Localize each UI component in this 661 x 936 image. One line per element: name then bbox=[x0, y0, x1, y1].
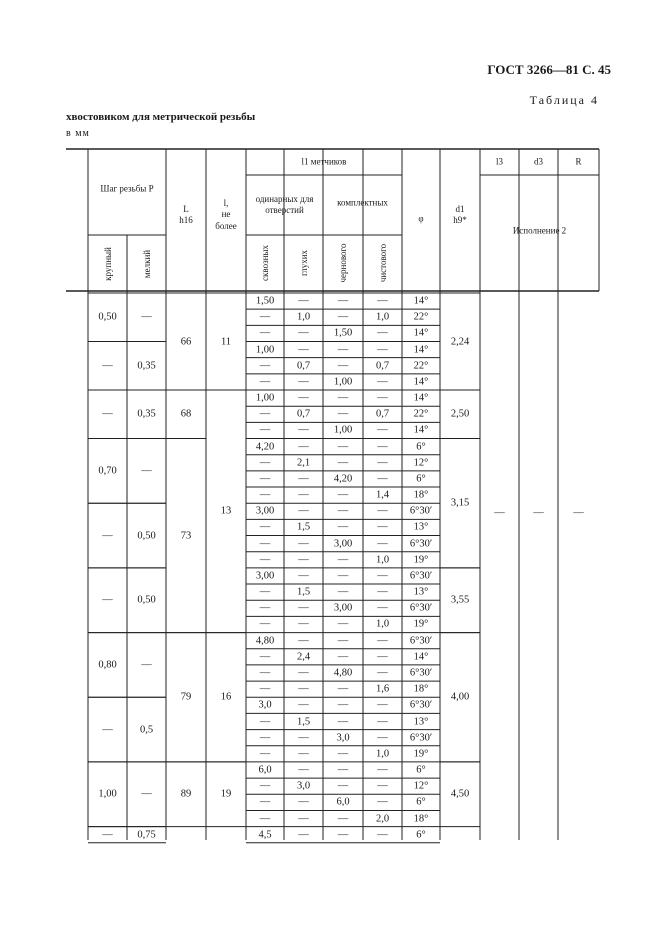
d1-value-4: 4,00 bbox=[450, 691, 470, 703]
cell-r20-c0: — bbox=[259, 618, 271, 630]
cell-r26-c4: 13° bbox=[413, 716, 429, 727]
cell-r27-c1: — bbox=[298, 732, 309, 744]
cell-r33-c1: — bbox=[298, 829, 309, 841]
cell-r25-c4: 6°30′ bbox=[409, 699, 433, 711]
cell-r3-c2: — bbox=[337, 344, 349, 356]
cell-r0-c3: — bbox=[377, 295, 388, 307]
cell-r31-c2: 6,0 bbox=[336, 796, 350, 808]
cell-r18-c4: 13° bbox=[413, 586, 429, 598]
cell-r19-c2: 3,00 bbox=[333, 602, 353, 614]
cell-r25-c1: — bbox=[298, 699, 309, 711]
cell-r26-c3: — bbox=[377, 716, 388, 727]
cell-r18-c2: — bbox=[337, 586, 349, 598]
cell-r19-c1: — bbox=[298, 602, 309, 614]
cell-r33-c0: 4,5 bbox=[258, 829, 272, 841]
cell-r16-c2: — bbox=[337, 554, 349, 566]
cell-r0-c1: — bbox=[298, 295, 309, 307]
header-phi: φ bbox=[418, 213, 424, 224]
cell-r8-c4: 14° bbox=[413, 424, 429, 436]
cell-r19-c0: — bbox=[259, 602, 271, 614]
cell-r11-c0: — bbox=[259, 473, 271, 485]
cell-r14-c1: 1,5 bbox=[296, 521, 311, 533]
cell-r18-c3: — bbox=[377, 586, 388, 598]
cell-r28-c2: — bbox=[337, 748, 349, 760]
cell-r7-c0: — bbox=[259, 408, 271, 420]
cell-r10-c2: — bbox=[337, 457, 349, 469]
cell-r8-c0: — bbox=[259, 424, 271, 436]
cell-r24-c0: — bbox=[259, 683, 271, 695]
cell-r32-c2: — bbox=[337, 813, 349, 825]
cell-r10-c1: 2,1 bbox=[296, 457, 311, 469]
header-single: одинарных для отверстий bbox=[255, 193, 314, 215]
coarse-pitch-0: 0,50 bbox=[98, 311, 117, 323]
cell-r12-c4: 18° bbox=[413, 489, 429, 501]
fine-pitch-7: 0,5 bbox=[139, 724, 154, 736]
cell-r30-c3: — bbox=[377, 780, 388, 792]
header-through: сквозных bbox=[260, 245, 270, 281]
cell-r5-c1: — bbox=[298, 376, 309, 388]
cell-r4-c4: 22° bbox=[413, 360, 429, 372]
cell-r17-c0: 3,00 bbox=[255, 570, 275, 582]
fine-pitch-4: 0,50 bbox=[137, 530, 156, 542]
cell-r13-c1: — bbox=[298, 505, 309, 517]
d1-value-2: 3,15 bbox=[450, 497, 470, 509]
cell-r20-c2: — bbox=[337, 618, 349, 630]
fine-pitch-1: 0,35 bbox=[137, 360, 156, 372]
cell-r1-c3: 1,0 bbox=[375, 311, 390, 323]
cell-r11-c1: — bbox=[298, 473, 309, 485]
cell-r32-c0: — bbox=[259, 813, 271, 825]
header-R: R bbox=[575, 156, 582, 167]
cell-r1-c1: 1,0 bbox=[296, 311, 311, 323]
cell-r10-c0: — bbox=[259, 457, 271, 469]
cell-r30-c1: 3,0 bbox=[296, 780, 311, 792]
cell-r15-c3: — bbox=[377, 538, 388, 550]
cell-r25-c0: 3,0 bbox=[258, 699, 272, 711]
header-l1: l1 метчиков bbox=[301, 156, 347, 167]
units-note: в мм bbox=[66, 128, 90, 139]
cell-r32-c1: — bbox=[298, 813, 309, 825]
d3-value: — bbox=[533, 507, 544, 519]
cell-r3-c1: — bbox=[298, 344, 309, 356]
cell-r21-c3: — bbox=[377, 635, 388, 647]
cell-r7-c1: 0,7 bbox=[296, 408, 311, 420]
cell-r32-c4: 18° bbox=[413, 813, 429, 825]
cell-r23-c2: 4,80 bbox=[333, 667, 353, 679]
cell-r14-c0: — bbox=[259, 521, 271, 533]
cell-r21-c0: 4,80 bbox=[255, 635, 275, 647]
header-finish: чистового bbox=[377, 243, 388, 283]
cell-r3-c3: — bbox=[377, 344, 388, 356]
cell-r28-c1: — bbox=[298, 748, 309, 760]
cell-r1-c4: 22° bbox=[413, 311, 429, 323]
cell-r12-c2: — bbox=[337, 489, 349, 501]
cell-r24-c2: — bbox=[337, 683, 349, 695]
cell-r26-c2: — bbox=[337, 716, 349, 727]
cell-r4-c0: — bbox=[259, 360, 271, 372]
cell-r16-c1: — bbox=[298, 554, 309, 566]
cell-r19-c3: — bbox=[377, 602, 388, 614]
L-value-1: 68 bbox=[180, 408, 192, 420]
cell-r18-c1: 1,5 bbox=[296, 586, 311, 598]
header-L: L h16 bbox=[179, 203, 193, 225]
coarse-pitch-4: — bbox=[102, 530, 113, 542]
coarse-pitch-2: — bbox=[102, 408, 113, 420]
cell-r27-c4: 6°30′ bbox=[409, 732, 433, 744]
cell-r22-c3: — bbox=[377, 651, 388, 663]
table-label: Таблица 4 bbox=[529, 93, 599, 107]
header-pitch: Шаг резьбы P bbox=[100, 183, 154, 194]
cell-r30-c2: — bbox=[337, 780, 349, 792]
cell-r6-c3: — bbox=[377, 392, 388, 404]
coarse-pitch-7: — bbox=[102, 724, 113, 736]
cell-r7-c2: — bbox=[337, 408, 349, 420]
cell-r6-c4: 14° bbox=[413, 392, 429, 404]
cell-r14-c2: — bbox=[337, 521, 349, 533]
cell-r24-c1: — bbox=[298, 683, 309, 695]
cell-r21-c4: 6°30′ bbox=[409, 635, 433, 647]
cell-r11-c4: 6° bbox=[416, 473, 426, 485]
cell-r5-c2: 1,00 bbox=[333, 376, 353, 388]
cell-r23-c1: — bbox=[298, 667, 309, 679]
cell-r10-c3: — bbox=[377, 457, 388, 469]
cell-r31-c4: 6° bbox=[416, 796, 426, 808]
cell-r23-c4: 6°30′ bbox=[409, 667, 433, 679]
cell-r8-c3: — bbox=[377, 424, 388, 436]
fine-pitch-9: 0,75 bbox=[137, 829, 156, 841]
cell-r12-c1: — bbox=[298, 489, 309, 501]
cell-r19-c4: 6°30′ bbox=[409, 602, 433, 614]
cell-r32-c3: 2,0 bbox=[375, 813, 390, 825]
cell-r28-c4: 19° bbox=[413, 748, 429, 760]
cell-r12-c0: — bbox=[259, 489, 271, 501]
cell-r11-c3: — bbox=[377, 473, 388, 485]
cell-r15-c4: 6°30′ bbox=[409, 538, 433, 550]
cell-r2-c1: — bbox=[298, 327, 309, 339]
cell-r29-c0: 6,0 bbox=[258, 764, 272, 776]
cell-r27-c0: — bbox=[259, 732, 271, 744]
cell-r2-c2: 1,50 bbox=[333, 327, 353, 339]
fine-pitch-6: — bbox=[141, 659, 152, 671]
cell-r28-c0: — bbox=[259, 748, 271, 760]
cell-r17-c2: — bbox=[337, 570, 349, 582]
coarse-pitch-9: — bbox=[102, 829, 113, 841]
cell-r16-c0: — bbox=[259, 554, 271, 566]
cell-r2-c0: — bbox=[259, 327, 271, 339]
fine-pitch-5: 0,50 bbox=[137, 594, 156, 606]
d1-value-5: 4,50 bbox=[450, 788, 470, 800]
cell-r29-c4: 6° bbox=[416, 764, 426, 776]
header-rough: чернового bbox=[338, 243, 348, 283]
cell-r33-c3: — bbox=[377, 829, 388, 841]
cell-r31-c1: — bbox=[298, 796, 309, 808]
coarse-pitch-6: 0,80 bbox=[98, 659, 117, 671]
cell-r21-c1: — bbox=[298, 635, 309, 647]
l3-value: — bbox=[494, 507, 505, 519]
cell-r13-c4: 6°30′ bbox=[409, 505, 433, 517]
cell-r17-c1: — bbox=[298, 570, 309, 582]
cell-r30-c0: — bbox=[259, 780, 271, 792]
L-value-2: 73 bbox=[180, 530, 192, 542]
header-l3: l3 bbox=[495, 156, 504, 167]
cell-r27-c2: 3,0 bbox=[336, 732, 350, 744]
cell-r7-c3: 0,7 bbox=[375, 408, 390, 420]
table-subtitle: хвостовиком для метрической резьбы bbox=[66, 111, 256, 123]
cell-r9-c1: — bbox=[298, 441, 309, 453]
cell-r14-c3: — bbox=[377, 521, 388, 533]
cell-r9-c4: 6° bbox=[416, 441, 426, 453]
cell-r31-c3: — bbox=[377, 796, 388, 808]
cell-r29-c1: — bbox=[298, 764, 309, 776]
cell-r8-c1: — bbox=[298, 424, 309, 436]
cell-r17-c3: — bbox=[377, 570, 388, 582]
cell-r13-c3: — bbox=[377, 505, 388, 517]
cell-r1-c2: — bbox=[337, 311, 349, 323]
page-header: ГОСТ 3266—81 С. 45 bbox=[487, 62, 611, 77]
cell-r6-c1: — bbox=[298, 392, 309, 404]
header-d3: d3 bbox=[534, 156, 543, 167]
l-value-1: 13 bbox=[220, 505, 232, 517]
cell-r24-c3: 1,6 bbox=[375, 683, 390, 695]
d1-value-3: 3,55 bbox=[450, 594, 470, 606]
cell-r14-c4: 13° bbox=[413, 521, 429, 533]
cell-r22-c4: 14° bbox=[413, 651, 429, 663]
cell-r18-c0: — bbox=[259, 586, 271, 598]
coarse-pitch-3: 0,70 bbox=[98, 465, 117, 477]
cell-r13-c0: 3,00 bbox=[255, 505, 275, 517]
header-coarse: крупный bbox=[102, 247, 113, 281]
cell-r3-c0: 1,00 bbox=[255, 344, 275, 356]
header-complete: комплектных bbox=[337, 197, 388, 208]
L-value-3: 79 bbox=[180, 691, 192, 703]
cell-r26-c1: 1,5 bbox=[296, 716, 311, 727]
cell-r23-c3: — bbox=[377, 667, 388, 679]
L-value-0: 66 bbox=[180, 336, 192, 347]
cell-r3-c4: 14° bbox=[413, 344, 429, 356]
cell-r20-c1: — bbox=[298, 618, 309, 630]
cell-r22-c0: — bbox=[259, 651, 271, 663]
cell-r30-c4: 12° bbox=[413, 780, 429, 792]
cell-r29-c2: — bbox=[337, 764, 349, 776]
cell-r5-c0: — bbox=[259, 376, 271, 388]
cell-r1-c0: — bbox=[259, 311, 271, 323]
fine-pitch-0: — bbox=[141, 311, 152, 323]
cell-r0-c4: 14° bbox=[413, 295, 429, 307]
header-blind: глухих bbox=[298, 249, 309, 277]
cell-r10-c4: 12° bbox=[413, 457, 429, 469]
cell-r12-c3: 1,4 bbox=[375, 489, 390, 501]
cell-r4-c2: — bbox=[337, 360, 349, 372]
cell-r27-c3: — bbox=[377, 732, 388, 744]
cell-r9-c2: — bbox=[337, 441, 349, 453]
cell-r8-c2: 1,00 bbox=[333, 424, 353, 436]
cell-r9-c0: 4,20 bbox=[255, 441, 275, 453]
cell-r20-c4: 19° bbox=[413, 618, 429, 630]
cell-r0-c0: 1,50 bbox=[255, 295, 275, 307]
cell-r23-c0: — bbox=[259, 667, 271, 679]
cell-r13-c2: — bbox=[337, 505, 349, 517]
cell-r21-c2: — bbox=[337, 635, 349, 647]
cell-r24-c4: 18° bbox=[413, 683, 429, 695]
header-l: l, не более bbox=[215, 198, 237, 231]
cell-r5-c3: — bbox=[377, 376, 388, 388]
cell-r2-c4: 14° bbox=[413, 327, 429, 339]
cell-r7-c4: 22° bbox=[413, 408, 429, 420]
cell-r33-c2: — bbox=[337, 829, 349, 841]
cell-r0-c2: — bbox=[337, 295, 349, 307]
cell-r15-c1: — bbox=[298, 538, 309, 550]
cell-r4-c3: 0,7 bbox=[375, 360, 390, 372]
coarse-pitch-8: 1,00 bbox=[98, 788, 117, 800]
cell-r5-c4: 14° bbox=[413, 376, 429, 388]
coarse-pitch-5: — bbox=[102, 594, 113, 606]
cell-r11-c2: 4,20 bbox=[333, 473, 353, 485]
cell-r25-c3: — bbox=[377, 699, 388, 711]
cell-r28-c3: 1,0 bbox=[375, 748, 390, 760]
header-execution: Исполнение 2 bbox=[512, 225, 567, 236]
d1-value-0: 2,24 bbox=[450, 336, 470, 347]
cell-r20-c3: 1,0 bbox=[375, 618, 390, 630]
cell-r16-c4: 19° bbox=[413, 554, 429, 566]
cell-r4-c1: 0,7 bbox=[296, 360, 311, 372]
l-value-3: 19 bbox=[220, 788, 232, 800]
cell-r29-c3: — bbox=[377, 764, 388, 776]
R-value: — bbox=[573, 507, 584, 519]
L-value-4: 89 bbox=[180, 788, 192, 800]
cell-r2-c3: — bbox=[377, 327, 388, 339]
cell-r15-c2: 3,00 bbox=[333, 538, 353, 550]
cell-r16-c3: 1,0 bbox=[375, 554, 390, 566]
cell-r22-c2: — bbox=[337, 651, 349, 663]
fine-pitch-3: — bbox=[141, 465, 152, 477]
header-d1: d1 h9* bbox=[453, 203, 467, 225]
fine-pitch-2: 0,35 bbox=[137, 408, 156, 420]
cell-r31-c0: — bbox=[259, 796, 271, 808]
header-fine: мелкий bbox=[141, 249, 152, 279]
fine-pitch-8: — bbox=[141, 788, 152, 800]
cell-r17-c4: 6°30′ bbox=[409, 570, 433, 582]
cell-r15-c0: — bbox=[259, 538, 271, 550]
cell-r6-c0: 1,00 bbox=[255, 392, 275, 404]
cell-r22-c1: 2,4 bbox=[296, 651, 311, 663]
l-value-2: 16 bbox=[220, 691, 232, 703]
cell-r26-c0: — bbox=[259, 716, 271, 727]
coarse-pitch-1: — bbox=[102, 360, 113, 372]
cell-r9-c3: — bbox=[377, 441, 388, 453]
cell-r33-c4: 6° bbox=[416, 829, 426, 841]
l-value-0: 11 bbox=[220, 336, 232, 347]
cell-r25-c2: — bbox=[337, 699, 349, 711]
d1-value-1: 2,50 bbox=[450, 408, 470, 420]
cell-r6-c2: — bbox=[337, 392, 349, 404]
